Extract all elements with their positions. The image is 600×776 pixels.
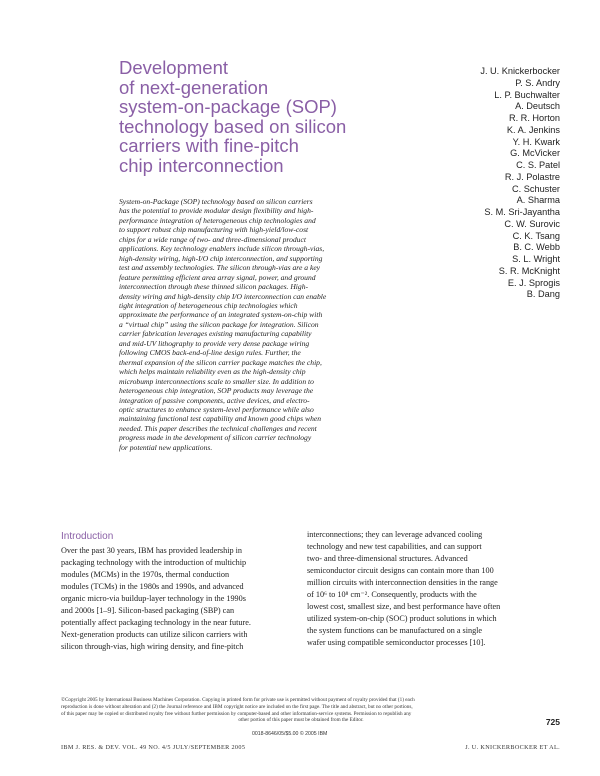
abstract-line: optic structures to enhance system-level performance while also — [119, 404, 314, 414]
abstract-line: System-on-Package (SOP) technology based on silicon carriers — [119, 197, 313, 206]
author-name: A. Deutsch — [515, 101, 560, 112]
body-line: interconnections; they can leverage advanced cooling — [307, 530, 483, 539]
abstract-line: integration of passive components, active devices, and electro- — [119, 395, 310, 405]
copyright-line: of this paper may be copied or distributed royalty free without further permission by computer-based and other information-service systems. Permission to republish any — [61, 710, 412, 717]
body-line: Next-generation products can utilize silicon carriers with — [61, 629, 248, 639]
title-line: chip interconnection — [119, 154, 284, 176]
author-name: R. R. Horton — [508, 113, 560, 123]
body-line: of 10⁶ to 10⁸ cm⁻². Consequently, products with the — [307, 589, 477, 599]
body-line: organic micro-via buildup-layer technology in the 1990s — [61, 593, 246, 603]
body-line: packaging technology with the introduction of multichip — [61, 557, 247, 567]
abstract-line: performance integration of heterogeneous chip technologies and — [119, 215, 316, 225]
body-line: technology and new test capabilities, and can support — [307, 541, 482, 551]
body-line: million circuits with interconnection densities in the range — [307, 577, 498, 587]
abstract — [119, 197, 393, 452]
author-name: E. J. Sprogis — [507, 277, 560, 288]
author-name: C. Schuster — [512, 183, 560, 194]
title-line: of next-generation — [119, 76, 269, 98]
body-line: and 2000s [1–9]. Silicon-based packaging (SBP) can — [61, 605, 235, 615]
author-name: B. Dang — [526, 289, 560, 300]
author-name: P. S. Andry — [515, 77, 560, 88]
intro-column-right — [307, 529, 547, 649]
author-name: L. P. Buchwalter — [494, 89, 560, 100]
intro-column-left — [61, 545, 291, 653]
author-name: C. K. Tsang — [512, 230, 560, 241]
abstract-line: feature permitting efficient area array signal, power, and ground — [119, 272, 316, 282]
page-number: 725 — [545, 717, 560, 727]
abstract-line: heterogeneous chip integration, SOP products may leverage the — [119, 386, 314, 396]
introduction-heading: Introduction — [61, 531, 114, 542]
author-name: C. S. Patel — [516, 160, 560, 170]
body-line: Over the past 30 years, IBM has provided leadership in — [61, 546, 242, 555]
abstract-line: microbump interconnections scale to smaller size. In addition to — [119, 376, 314, 386]
body-line: modules (TCMs) in the 1980s and 1990s, and advanced — [61, 581, 244, 591]
author-name: Y. H. Kwark — [512, 136, 560, 147]
body-line: the system functions can be manufactured on a single — [307, 625, 483, 635]
author-name: S. M. Sri-Jayantha — [484, 207, 560, 217]
title-line: technology based on silicon — [119, 115, 347, 137]
copyright-line: ©Copyright 2005 by International Business Machines Corporation. Copying in printed form for private use is permitted without payment of royalty provided that (1) each — [61, 697, 415, 703]
abstract-line: interconnection through these thinned silicon packages. High- — [119, 282, 309, 292]
abstract-line: test and assembly technologies. The silicon through-vias are a key — [119, 263, 321, 273]
copyright-line: other portion of this paper must be obtained from the Editor. — [238, 717, 364, 724]
author-name: C. W. Surovic — [504, 218, 560, 229]
abstract-line: carrier fabrication leverages existing manufacturing capability — [119, 329, 312, 339]
abstract-line: maintaining functional test capability and known good chips when — [119, 414, 322, 424]
abstract-line: to support robust chip manufacturing with high-yield/low-cost — [119, 225, 309, 235]
abstract-line: progress made in the development of silicon carrier technology — [119, 433, 312, 443]
abstract-line: has the potential to provide modular design flexibility and high- — [119, 206, 314, 216]
author-name: S. L. Wright — [512, 254, 560, 264]
copyright-notice — [61, 697, 541, 724]
issn-line: 0018-8646/05/$5.00 © 2005 IBM — [252, 731, 328, 737]
running-head: J. U. KNICKERBOCKER ET AL. — [465, 744, 560, 751]
body-line: modules (MCMs) in the 1970s, thermal conduction — [61, 569, 230, 579]
author-name: J. U. Knickerbocker — [480, 66, 560, 76]
body-line: two- and three-dimensional structures. Advanced — [307, 553, 468, 563]
abstract-line: high-density wiring, high-I/O chip interconnection, and supporting — [119, 253, 323, 263]
abstract-line: tight integration of heterogeneous chip technologies which — [119, 300, 298, 310]
author-name: K. A. Jenkins — [506, 124, 560, 135]
author-name: A. Sharma — [516, 195, 560, 206]
author-list — [400, 66, 560, 301]
abstract-line: needed. This paper describes the technical challenges and recent — [119, 423, 317, 433]
title-line: Development — [119, 57, 229, 78]
body-line: lowest cost, smallest size, and best performance have often — [307, 601, 501, 611]
title-line: carriers with fine-pitch — [119, 135, 299, 156]
body-line: wafer using compatible semiconductor processes [10]. — [307, 637, 486, 647]
body-line: silicon through-vias, high wiring density, and fine-pitch — [61, 641, 244, 651]
abstract-line: for potential new applications. — [119, 442, 213, 452]
abstract-line: density wiring and high-density chip I/O interconnection can enable — [119, 291, 327, 301]
body-line: potentially affect packaging technology in the near future. — [61, 617, 251, 627]
journal-footer: IBM J. RES. & DEV. VOL. 49 NO. 4/5 JULY/SEPTEMBER 2005 — [61, 744, 246, 751]
author-name: G. McVicker — [510, 148, 560, 159]
abstract-line: applications. Key technology enablers include silicon through-vias, — [119, 244, 325, 254]
abstract-line: following CMOS back-end-of-line design rules. Further, the — [119, 348, 301, 358]
copyright-line: reproduction is done without alteration and (2) the Journal reference and IBM copyright notice are included on the first page. The title and abstract, but no other portions, — [61, 703, 413, 710]
author-name: B. C. Webb — [513, 242, 560, 253]
abstract-line: which helps maintain reliability even as the high-density chip — [119, 367, 306, 377]
abstract-line: approximate the performance of an integrated system-on-chip with — [119, 310, 323, 320]
abstract-line: chips for a wide range of two- and three-dimensional product — [119, 234, 306, 244]
abstract-line: and mid-UV lithography to provide very dense package wiring — [119, 338, 310, 348]
paper-title — [119, 58, 409, 175]
author-name: S. R. McKnight — [498, 265, 560, 276]
abstract-line: a “virtual chip” using the silicon package for integration. Silicon — [119, 319, 319, 329]
author-name: R. J. Polastre — [504, 171, 560, 182]
body-line: utilized system-on-chip (SOC) product solutions in which — [307, 613, 497, 623]
title-line: system-on-package (SOP) — [119, 96, 337, 117]
body-line: semiconductor circuit designs can contain more than 100 — [307, 565, 494, 575]
abstract-line: thermal expansion of the silicon carrier package matches the chip, — [119, 357, 322, 367]
